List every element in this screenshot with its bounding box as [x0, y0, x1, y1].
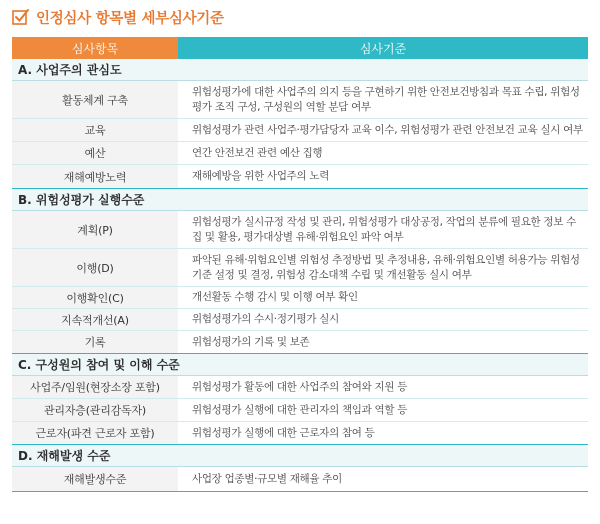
row-item: 근로자(파견 근로자 포함): [12, 422, 178, 444]
row-item: 교육: [12, 119, 178, 141]
table-row: [12, 422, 588, 445]
table-row: [12, 249, 588, 287]
table-row: [12, 165, 588, 189]
row-criteria: 연간 안전보건 관련 예산 집행: [192, 146, 323, 159]
section-heading: C. 구성원의 참여 및 이해 수준: [12, 354, 588, 376]
row-item: 재해예방노력: [12, 165, 178, 188]
row-criteria: 개선활동 수행 감시 및 이행 여부 확인: [192, 291, 358, 303]
row-criteria: 사업장 업종별·규모별 재해율 추이: [192, 472, 342, 485]
row-criteria: 위험성평가 실시규정 작성 및 관리, 위험성평가 대상공정, 작업의 분류에 필요한 정보 수집 및 활용, 평가대상별 유해·위험요인 파악 여부: [192, 215, 576, 243]
row-criteria: 위험성평가 실행에 대한 근로자의 참여 등: [192, 426, 375, 439]
row-item: 계획(P): [12, 211, 178, 248]
row-criteria: 위험성평가 활동에 대한 사업주의 참여와 지원 등: [192, 380, 408, 393]
row-item: 활동체계 구축: [12, 81, 178, 118]
row-item: 사업주/임원(현장소장 포함): [12, 376, 178, 398]
table-header: [12, 37, 588, 59]
table-row: [12, 287, 588, 309]
section-heading: B. 위험성평가 실행수준: [12, 189, 588, 211]
criteria-table: [12, 37, 588, 492]
table-row: [12, 467, 588, 492]
table-row: [12, 376, 588, 399]
section-heading: D. 재해발생 수준: [12, 445, 588, 467]
table-row: [12, 142, 588, 165]
table-row: [12, 119, 588, 142]
row-item: 이행확인(C): [12, 287, 178, 308]
row-item: 관리자층(관리감독자): [12, 399, 178, 421]
table-row: [12, 309, 588, 331]
title-bar: [12, 5, 224, 29]
header-item: 심사항목: [12, 37, 178, 59]
page-title: 인정심사 항목별 세부심사기준: [36, 10, 224, 27]
table-row: [12, 81, 588, 119]
row-item: 지속적개선(A): [12, 309, 178, 330]
header-criteria: 심사기준: [178, 37, 588, 59]
row-criteria: 위험성평가의 수시·정기평가 실시: [192, 313, 339, 325]
row-criteria: 위험성평가 관련 사업주·평가담당자 교육 이수, 위험성평가 관련 안전보건 교육 실시 여부: [192, 123, 583, 136]
table-row: [12, 399, 588, 422]
table-row: [12, 211, 588, 249]
checkbox-check-icon: [12, 8, 30, 26]
row-item: 이행(D): [12, 249, 178, 286]
row-criteria: 파악된 유해·위험요인별 위험성 추정방법 및 추정내용, 유해·위험요인별 허용가능 위험성 기준 설정 및 결정, 위험성 감소대책 수립 및 개선활동 실시 여부: [192, 253, 580, 281]
row-criteria: 재해예방을 위한 사업주의 노력: [192, 170, 330, 182]
section-heading: A. 사업주의 관심도: [12, 59, 588, 81]
table-row: [12, 331, 588, 354]
row-item: 기록: [12, 331, 178, 353]
row-criteria: 위험성평가에 대한 사업주의 의지 등을 구현하기 위한 안전보건방침과 목표 수립, 위험성평가 조직 구성, 구성원의 역할 분담 여부: [192, 85, 580, 113]
row-criteria: 위험성평가 실행에 대한 관리자의 책임과 역할 등: [192, 403, 408, 416]
row-criteria: 위험성평가의 기록 및 보존: [192, 335, 310, 348]
row-item: 예산: [12, 142, 178, 164]
row-item: 재해발생수준: [12, 467, 178, 491]
